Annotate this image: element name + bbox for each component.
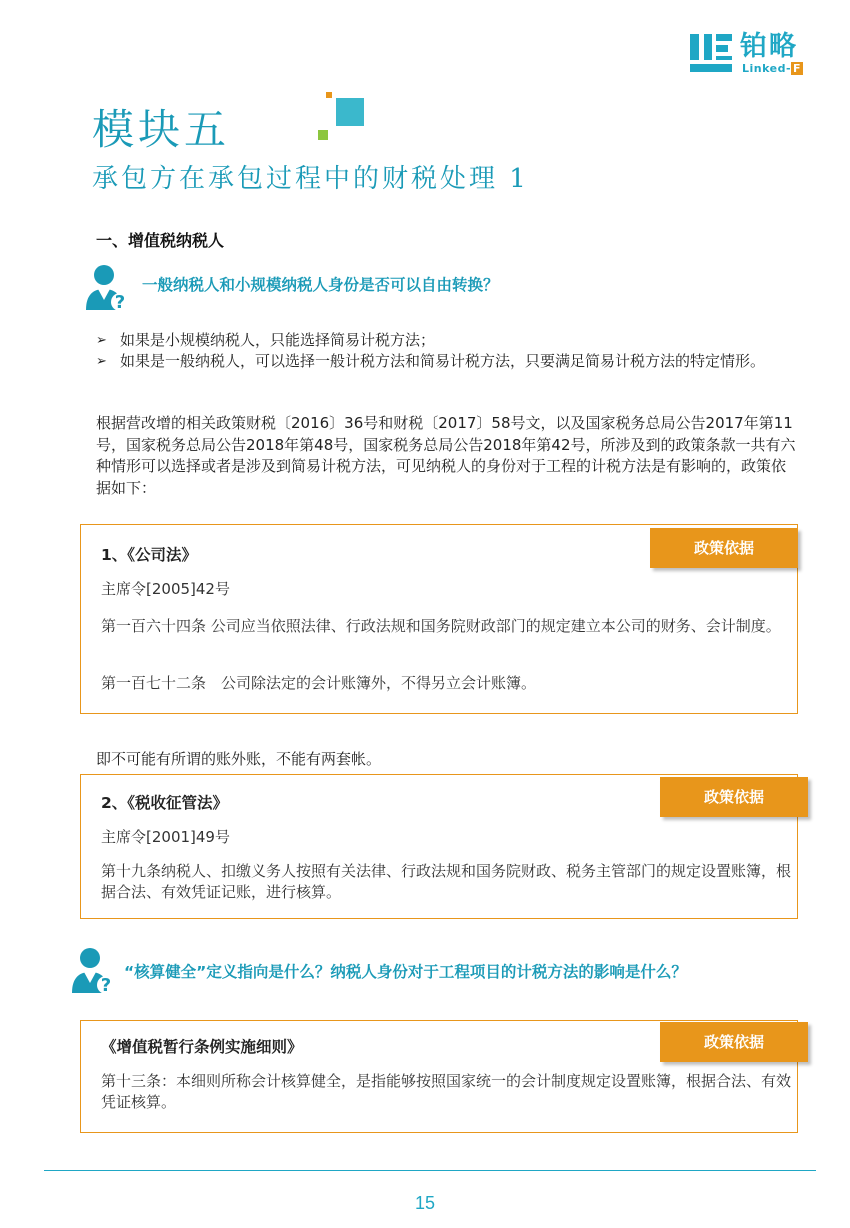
- policy-badge: 政策依据: [660, 777, 808, 817]
- policy-title: 2、《税收征管法》: [101, 794, 229, 812]
- decor-square-icon: [336, 98, 364, 126]
- body-paragraph: 根据营改增的相关政策财税〔2016〕36号和财税〔2017〕58号文，以及国家税务总局公告2017年第11号，国家税务总局公告2018年第48号，国家税务总局公告2018年第42号，所涉及到的政策条款一共有六种情形可以选择或者是涉及到简易计税方法，可见纳税人的身份对于工程的计税方法是有影响的，政策依据如下：: [96, 414, 796, 497]
- bullet-list: [96, 330, 796, 372]
- list-item: ➢ 如果是小规模纳税人，只能选择简易计税方法；: [96, 330, 796, 351]
- policy-line: 第十九条纳税人、扣缴义务人按照有关法律、行政法规和国务院财政、税务主管部门的规定设置账簿，根据合法、有效凭证记账，进行核算。: [101, 862, 792, 901]
- policy-badge: 政策依据: [660, 1022, 808, 1062]
- logo-name-cn: 铂略: [740, 31, 798, 62]
- question-text: 一般纳税人和小规模纳税人身份是否可以自由转换？: [142, 276, 499, 294]
- policy-line: 第十三条：本细则所称会计核算健全，是指能够按照国家统一的会计制度规定设置账簿，根据合法、有效凭证核算。: [101, 1072, 792, 1111]
- page-title: 模块五: [92, 105, 231, 154]
- svg-text:?: ?: [114, 292, 126, 313]
- section-heading: 一、增值税纳税人: [96, 231, 225, 250]
- list-item: ➢ 如果是一般纳税人，可以选择一般计税方法和简易计税方法，只要满足简易计税方法的特定情形。: [96, 351, 796, 372]
- note-text: 即不可能有所谓的账外账，不能有两套帐。: [96, 750, 382, 768]
- policy-title: 《增值税暂行条例实施细则》: [101, 1038, 303, 1056]
- footer-divider: [44, 1170, 816, 1171]
- company-logo: [690, 31, 820, 76]
- decor-square-icon: [318, 130, 328, 140]
- question-text: “核算健全”定义指向是什么？纳税人身份对于工程项目的计税方法的影响是什么？: [124, 963, 687, 981]
- policy-title: 1、《公司法》: [101, 546, 198, 564]
- page-subtitle: 承包方在承包过程中的财税处理 1: [92, 164, 529, 194]
- decor-square-icon: [326, 92, 332, 98]
- policy-line: 第一百六十四条 公司应当依照法律、行政法规和国务院财政部门的规定建立本公司的财务、会计制度。: [101, 617, 781, 635]
- logo-mark-icon: [690, 34, 732, 74]
- person-question-icon: [84, 262, 130, 314]
- logo-name-en: Linked- F: [742, 62, 802, 75]
- svg-text:?: ?: [100, 975, 112, 996]
- person-question-icon: [70, 945, 116, 997]
- policy-badge: 政策依据: [650, 528, 798, 568]
- policy-line: 第一百七十二条 公司除法定的会计账簿外，不得另立会计账簿。: [101, 674, 537, 692]
- policy-line: 主席令[2005]42号: [101, 580, 230, 598]
- policy-line: 主席令[2001]49号: [101, 828, 230, 846]
- page-number: 15: [414, 1193, 436, 1213]
